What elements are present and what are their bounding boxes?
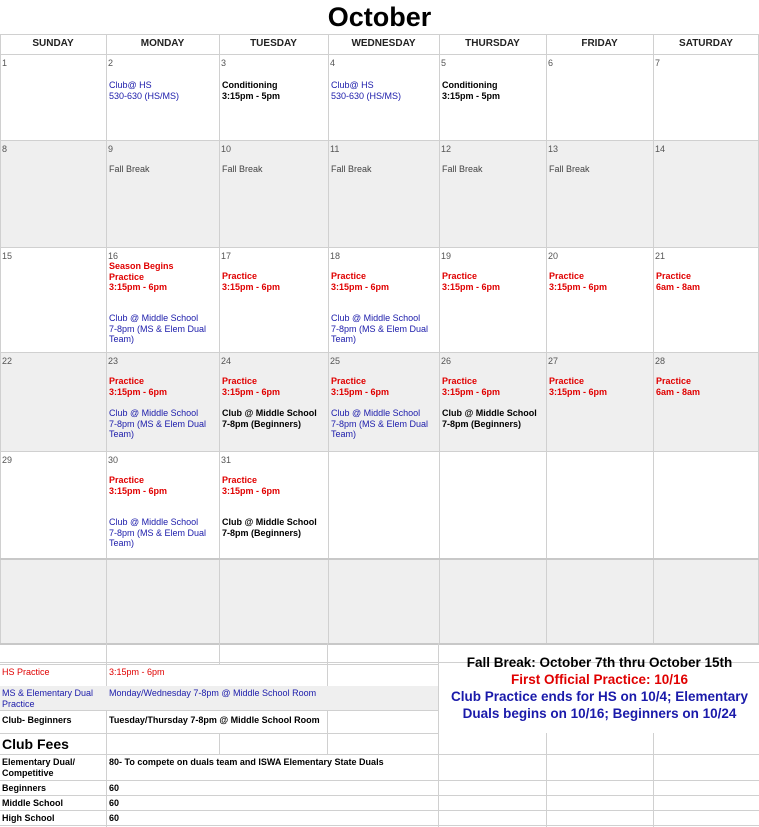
- day-cell[interactable]: [653, 247, 759, 352]
- calendar-event[interactable]: [222, 164, 328, 175]
- event-line: Practice: [109, 271, 145, 282]
- day-number: 5: [441, 58, 447, 68]
- event-line: Practice: [331, 376, 367, 386]
- event-line: 3:15pm - 6pm: [549, 281, 608, 292]
- calendar-event[interactable]: [222, 517, 328, 538]
- calendar-event[interactable]: [331, 313, 439, 345]
- day-cell[interactable]: [328, 247, 439, 352]
- day-cell[interactable]: [106, 352, 219, 451]
- calendar-event[interactable]: [549, 376, 653, 397]
- event-line: Fall Break: [549, 164, 590, 174]
- first-practice-note: First Official Practice: 10/16: [510, 672, 689, 687]
- calendar-event[interactable]: [109, 80, 219, 101]
- event-line: Practice: [109, 376, 145, 386]
- event-line: Club @ Middle School: [109, 517, 199, 527]
- calendar-event[interactable]: [331, 271, 439, 292]
- event-line: 3:15pm - 5pm: [442, 90, 501, 101]
- event-line: Team): [109, 334, 135, 344]
- day-number: 22: [2, 356, 13, 366]
- calendar-event[interactable]: [549, 271, 653, 292]
- event-line: Team): [109, 429, 135, 439]
- day-number: 12: [441, 144, 452, 154]
- day-number: 16: [108, 251, 119, 261]
- table-hline: [0, 810, 759, 811]
- event-line: Team): [109, 538, 135, 548]
- day-number: 17: [221, 251, 232, 261]
- day-cell[interactable]: [219, 140, 328, 247]
- day-number: 27: [548, 356, 559, 366]
- calendar-event[interactable]: [109, 261, 219, 293]
- day-number: 19: [441, 251, 452, 261]
- event-line: Club@ HS: [331, 80, 374, 90]
- event-line: 3:15pm - 6pm: [442, 386, 501, 397]
- day-cell[interactable]: [219, 352, 328, 451]
- day-cell[interactable]: [653, 352, 759, 451]
- event-line: 7-8pm (Beginners): [442, 418, 522, 429]
- grid-hline: [0, 558, 759, 560]
- calendar-event[interactable]: [222, 271, 328, 292]
- event-line: 3:15pm - 6pm: [109, 282, 168, 292]
- day-cell[interactable]: [439, 451, 546, 558]
- event-line: 7-8pm (Beginners): [222, 527, 302, 538]
- calendar-event[interactable]: [442, 376, 546, 397]
- club-fees-title: Club Fees: [2, 736, 69, 752]
- event-line: Club @ Middle School: [222, 408, 317, 418]
- event-line: Fall Break: [222, 164, 263, 174]
- day-number: 20: [548, 251, 559, 261]
- day-number: 29: [2, 455, 13, 465]
- event-line: Practice: [656, 271, 692, 281]
- weekday-header: MONDAY: [140, 38, 185, 49]
- event-line: Club @ Middle School: [222, 517, 317, 527]
- table-hline: [0, 664, 438, 665]
- fee-value-beginners: 60: [109, 783, 120, 793]
- table-vline: [327, 733, 328, 754]
- calendar-event[interactable]: [442, 408, 546, 429]
- day-cell[interactable]: [106, 247, 219, 352]
- day-cell[interactable]: [653, 140, 759, 247]
- grid-vline: [219, 34, 220, 643]
- event-line: Practice: [222, 376, 258, 386]
- beginners-label: Club- Beginners: [2, 715, 72, 725]
- event-line: Practice: [442, 376, 478, 386]
- event-line: Practice: [109, 475, 145, 485]
- weekday-header: SATURDAY: [679, 38, 733, 49]
- grid-vline: [328, 34, 329, 643]
- event-line: Practice: [549, 271, 585, 281]
- grid-hline: [0, 643, 759, 645]
- fall-break-note: Fall Break: October 7th thru October 15th: [466, 655, 733, 670]
- day-number: 10: [221, 144, 232, 154]
- calendar-event[interactable]: [331, 80, 439, 101]
- day-cell[interactable]: [439, 247, 546, 352]
- event-line: Club @ Middle School: [442, 408, 537, 418]
- event-line: 3:15pm - 6pm: [442, 281, 501, 292]
- event-line: 7-8pm (MS & Elem Dual: [331, 323, 429, 334]
- calendar-event[interactable]: [109, 408, 219, 440]
- event-line: 3:15pm - 5pm: [222, 90, 281, 101]
- day-cell[interactable]: [0, 451, 106, 558]
- day-number: 9: [108, 144, 114, 154]
- calendar-event[interactable]: [331, 408, 439, 440]
- fee-label-high: High School: [2, 813, 55, 823]
- weekday-header: TUESDAY: [250, 38, 297, 49]
- day-number: 2: [108, 58, 114, 68]
- event-line: Practice: [331, 271, 367, 281]
- calendar-event[interactable]: [331, 164, 439, 175]
- event-line: Club @ Middle School: [109, 408, 199, 418]
- day-cell[interactable]: [328, 451, 439, 558]
- day-number: 30: [108, 455, 119, 465]
- fee-label-elem-1: Elementary Dual/: [2, 757, 76, 767]
- event-line: 7-8pm (Beginners): [222, 418, 302, 429]
- day-cell[interactable]: [106, 451, 219, 558]
- event-line: Fall Break: [109, 164, 150, 174]
- event-line: Season Begins: [109, 261, 174, 271]
- table-vline: [653, 733, 654, 827]
- day-cell[interactable]: [219, 247, 328, 352]
- day-number: 14: [655, 144, 666, 154]
- club-practice-note-2: Duals begins on 10/16; Beginners on 10/24: [462, 706, 737, 721]
- day-cell[interactable]: [328, 352, 439, 451]
- calendar-event[interactable]: [109, 517, 219, 549]
- calendar-event[interactable]: [109, 164, 219, 175]
- day-cell[interactable]: [546, 247, 653, 352]
- day-cell[interactable]: [106, 54, 219, 140]
- event-line: Fall Break: [331, 164, 372, 174]
- table-hline: [0, 710, 438, 711]
- grid-hline: [0, 451, 759, 452]
- day-cell[interactable]: [653, 451, 759, 558]
- event-line: 530-630 (HS/MS): [331, 90, 402, 101]
- beginners-value: Tuesday/Thursday 7-8pm @ Middle School Room: [109, 715, 320, 725]
- table-vline: [219, 733, 220, 754]
- calendar-event[interactable]: [109, 376, 219, 397]
- fee-value-middle: 60: [109, 798, 120, 808]
- notes-box: [440, 654, 759, 722]
- day-number: 8: [2, 144, 8, 154]
- day-cell[interactable]: [546, 54, 653, 140]
- event-line: 3:15pm - 6pm: [222, 485, 281, 496]
- table-vline: [546, 733, 547, 827]
- grid-hline: [0, 140, 759, 141]
- event-line: 3:15pm - 6pm: [331, 386, 390, 397]
- table-hline: [0, 825, 759, 826]
- event-line: Conditioning: [442, 80, 498, 90]
- calendar-event[interactable]: [222, 408, 328, 429]
- event-line: Team): [331, 334, 357, 344]
- calendar-event[interactable]: [442, 80, 546, 101]
- grid-hline: [0, 352, 759, 353]
- day-number: 31: [221, 455, 232, 465]
- calendar-event[interactable]: [656, 271, 759, 292]
- weekday-header: WEDNESDAY: [351, 38, 416, 49]
- day-cell[interactable]: [219, 54, 328, 140]
- weekday-header: SUNDAY: [32, 38, 74, 49]
- calendar-event[interactable]: [656, 376, 759, 397]
- day-number: 24: [221, 356, 232, 366]
- event-line: 6am - 8am: [656, 281, 701, 292]
- day-number: 25: [330, 356, 341, 366]
- calendar-event[interactable]: [442, 164, 546, 175]
- event-line: 530-630 (HS/MS): [109, 90, 180, 101]
- event-line: Conditioning: [222, 80, 278, 90]
- table-hline: [0, 795, 759, 796]
- day-number: 11: [330, 144, 340, 154]
- calendar-event[interactable]: [222, 80, 328, 101]
- day-number: 6: [548, 58, 554, 68]
- event-line: 7-8pm (MS & Elem Dual: [109, 323, 207, 334]
- fee-label-middle: Middle School: [2, 798, 64, 808]
- day-cell[interactable]: [0, 352, 106, 451]
- event-line: 7-8pm (MS & Elem Dual: [109, 527, 207, 538]
- calendar-event[interactable]: [109, 475, 219, 496]
- weekday-header: THURSDAY: [465, 38, 520, 49]
- fee-label-beginners: Beginners: [2, 783, 47, 793]
- event-line: Practice: [222, 271, 258, 281]
- event-line: Practice: [442, 271, 478, 281]
- day-number: 1: [2, 58, 8, 68]
- club-practice-note-1: Club Practice ends for HS on 10/4; Elementary: [450, 689, 749, 704]
- calendar-event[interactable]: [549, 164, 653, 175]
- day-cell[interactable]: [439, 54, 546, 140]
- table-vline: [106, 643, 107, 827]
- event-line: Practice: [656, 376, 692, 386]
- fee-value-high: 60: [109, 813, 120, 823]
- calendar-event[interactable]: [442, 271, 546, 292]
- ms-practice-value: Monday/Wednesday 7-8pm @ Middle School Room: [109, 688, 317, 698]
- grid-vline: [653, 34, 654, 643]
- empty-week-row: [0, 558, 759, 643]
- grid-vline: [106, 34, 107, 643]
- day-cell[interactable]: [328, 140, 439, 247]
- grid-hline: [0, 54, 759, 55]
- day-number: 21: [655, 251, 666, 261]
- day-number: 26: [441, 356, 452, 366]
- event-line: Club @ Middle School: [109, 313, 199, 323]
- calendar-event[interactable]: [331, 376, 439, 397]
- day-number: 4: [330, 58, 336, 68]
- month-title: October: [327, 2, 432, 32]
- event-line: Club@ HS: [109, 80, 152, 90]
- day-cell[interactable]: [439, 140, 546, 247]
- event-line: 3:15pm - 6pm: [222, 386, 281, 397]
- calendar-event[interactable]: [222, 475, 328, 496]
- day-number: 13: [548, 144, 559, 154]
- table-vline: [219, 643, 220, 664]
- table-vline: [438, 643, 439, 827]
- day-cell[interactable]: [653, 54, 759, 140]
- day-cell[interactable]: [0, 247, 106, 352]
- event-line: Practice: [549, 376, 585, 386]
- weekday-header: FRIDAY: [581, 38, 618, 49]
- event-line: Club @ Middle School: [331, 313, 421, 323]
- grid-vline: [546, 34, 547, 643]
- fee-label-elem-2: Competitive: [2, 768, 54, 778]
- event-line: 3:15pm - 6pm: [549, 386, 608, 397]
- day-cell[interactable]: [546, 451, 653, 558]
- day-cell[interactable]: [0, 54, 106, 140]
- day-number: 23: [108, 356, 119, 366]
- day-number: 18: [330, 251, 341, 261]
- day-number: 3: [221, 58, 227, 68]
- event-line: 3:15pm - 6pm: [109, 485, 168, 496]
- ms-practice-label-2: Practice: [2, 699, 35, 709]
- event-line: Fall Break: [442, 164, 483, 174]
- grid-vline: [0, 34, 1, 643]
- event-line: Practice: [222, 475, 258, 485]
- event-line: 3:15pm - 6pm: [331, 281, 390, 292]
- event-line: Team): [331, 429, 357, 439]
- calendar-event[interactable]: [109, 313, 219, 345]
- event-line: 3:15pm - 6pm: [222, 281, 281, 292]
- event-line: 7-8pm (MS & Elem Dual: [331, 418, 429, 429]
- event-line: 3:15pm - 6pm: [109, 386, 168, 397]
- fee-value-elem: 80- To compete on duals team and ISWA Elementary State Duals: [109, 757, 384, 767]
- calendar-event[interactable]: [222, 376, 328, 397]
- hs-practice-value: 3:15pm - 6pm: [109, 667, 165, 677]
- grid-hline: [0, 34, 759, 35]
- hs-practice-label: HS Practice: [2, 667, 50, 677]
- event-line: 7-8pm (MS & Elem Dual: [109, 418, 207, 429]
- ms-practice-label-1: MS & Elementary Dual: [2, 688, 94, 698]
- day-number: 7: [655, 58, 661, 68]
- day-number: 28: [655, 356, 666, 366]
- day-cell[interactable]: [439, 352, 546, 451]
- day-cell[interactable]: [546, 140, 653, 247]
- day-cell[interactable]: [219, 451, 328, 558]
- table-hline: [0, 780, 759, 781]
- day-cell[interactable]: [328, 54, 439, 140]
- day-number: 15: [2, 251, 13, 261]
- grid-hline: [0, 247, 759, 248]
- grid-vline: [439, 34, 440, 643]
- event-line: 6am - 8am: [656, 386, 701, 397]
- day-cell[interactable]: [546, 352, 653, 451]
- event-line: Club @ Middle School: [331, 408, 421, 418]
- table-hline: [0, 754, 759, 755]
- day-cell[interactable]: [106, 140, 219, 247]
- day-cell[interactable]: [0, 140, 106, 247]
